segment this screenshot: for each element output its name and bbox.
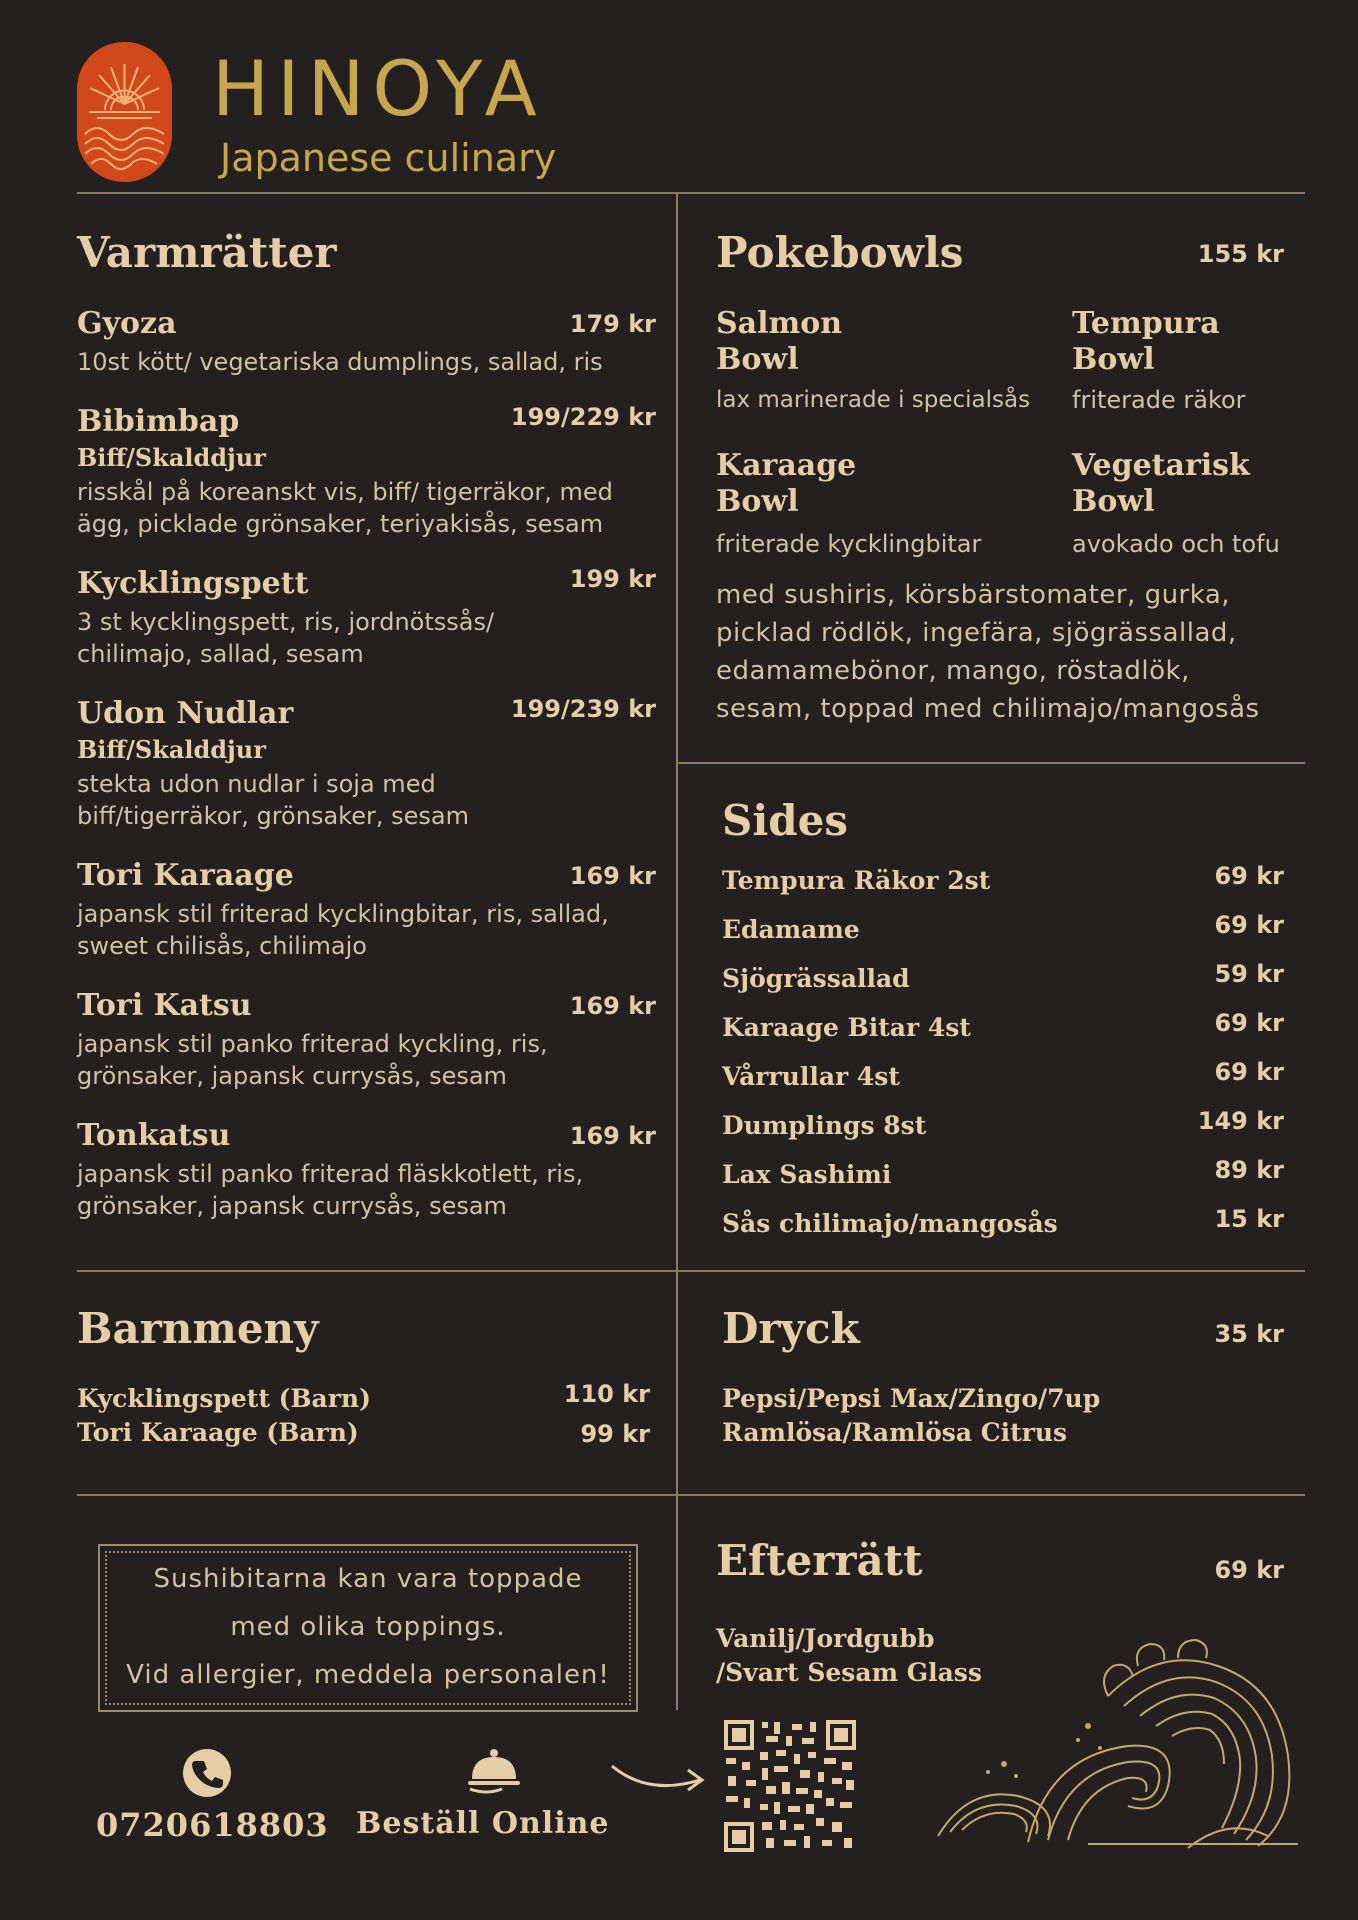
section-title-varmratter: Varmrätter bbox=[77, 228, 337, 277]
wave-illustration bbox=[928, 1636, 1306, 1856]
dryck-line: Pepsi/Pepsi Max/Zingo/7up bbox=[722, 1384, 1101, 1413]
middle-divider bbox=[77, 1270, 1305, 1272]
arrow-icon bbox=[608, 1752, 708, 1802]
bowl-name: Vegetarisk bbox=[1072, 448, 1250, 483]
column-divider bbox=[676, 192, 678, 1710]
bowl-name: Bowl bbox=[716, 484, 799, 519]
extras-line: picklad rödlök, ingefära, sjögrässallad, bbox=[716, 618, 1237, 648]
side-price: 89 kr bbox=[1214, 1156, 1284, 1184]
bowl-name: Bowl bbox=[1072, 484, 1155, 519]
item-description: 10st kött/ vegetariska dumplings, sallad, ris bbox=[77, 348, 603, 376]
side-name: Edamame bbox=[722, 915, 860, 944]
side-price: 69 kr bbox=[1214, 911, 1284, 939]
brand-name: HINOYA bbox=[212, 44, 545, 133]
item-description: chilimajo, sallad, sesam bbox=[77, 640, 364, 668]
pokebowls-price: 155 kr bbox=[1197, 240, 1284, 268]
efterratt-line: /Svart Sesam Glass bbox=[716, 1658, 982, 1687]
kids-item-price: 99 kr bbox=[580, 1420, 650, 1448]
item-description: 3 st kycklingspett, ris, jordnötssås/ bbox=[77, 608, 495, 636]
side-name: Tempura Räkor 2st bbox=[722, 866, 991, 895]
item-variant: Biff/Skalddjur bbox=[77, 443, 266, 472]
item-description: japansk stil panko friterad fläskkotlett, ris, bbox=[77, 1160, 584, 1188]
bowl-name: Bowl bbox=[1072, 342, 1155, 377]
notice-line: Vid allergier, meddela personalen! bbox=[126, 1660, 610, 1690]
item-description: biff/tigerräkor, grönsaker, sesam bbox=[77, 802, 469, 830]
food-cloche-icon bbox=[466, 1745, 522, 1795]
side-price: 59 kr bbox=[1214, 960, 1284, 988]
item-price: 169 kr bbox=[569, 1122, 656, 1150]
item-name: Bibimbap bbox=[77, 404, 240, 439]
item-price: 179 kr bbox=[569, 310, 656, 338]
item-description: risskål på koreanskt vis, biff/ tigerräkor, med bbox=[77, 478, 613, 506]
section-title-pokebowls: Pokebowls bbox=[716, 228, 964, 277]
side-price: 15 kr bbox=[1214, 1205, 1284, 1233]
item-price: 199 kr bbox=[569, 565, 656, 593]
item-description: grönsaker, japansk currysås, sesam bbox=[77, 1192, 507, 1220]
efterratt-line: Vanilj/Jordgubb bbox=[716, 1624, 935, 1653]
lower-divider bbox=[77, 1494, 1305, 1496]
bowl-name: Salmon bbox=[716, 306, 843, 341]
section-title-barnmeny: Barnmeny bbox=[77, 1304, 319, 1353]
side-price: 69 kr bbox=[1214, 1009, 1284, 1037]
item-variant: Biff/Skalddjur bbox=[77, 735, 266, 764]
item-name: Tori Karaage bbox=[77, 858, 294, 893]
extras-line: sesam, toppad med chilimajo/mangosås bbox=[716, 694, 1260, 724]
order-online-link[interactable]: Beställ Online bbox=[356, 1806, 610, 1841]
item-name: Gyoza bbox=[77, 306, 177, 341]
item-description: sweet chilisås, chilimajo bbox=[77, 932, 367, 960]
item-name: Udon Nudlar bbox=[77, 696, 294, 731]
item-description: grönsaker, japansk currysås, sesam bbox=[77, 1062, 507, 1090]
bowl-name: Tempura bbox=[1072, 306, 1220, 341]
item-name: Tori Katsu bbox=[77, 988, 252, 1023]
efterratt-price: 69 kr bbox=[1214, 1556, 1284, 1584]
section-title-efterratt: Efterrätt bbox=[716, 1536, 923, 1585]
bowl-description: friterade kycklingbitar bbox=[716, 530, 982, 558]
pokebowls-sides-divider bbox=[677, 762, 1305, 764]
kids-item-name: Tori Karaage (Barn) bbox=[77, 1418, 359, 1447]
notice-line: Sushibitarna kan vara toppade bbox=[153, 1564, 583, 1594]
header-divider bbox=[77, 192, 1305, 194]
brand-tagline: Japanese culinary bbox=[220, 136, 557, 180]
item-description: japansk stil friterad kycklingbitar, ris, sallad, bbox=[77, 900, 609, 928]
section-title-sides: Sides bbox=[722, 796, 849, 845]
bowl-description: lax marinerade i specialsås bbox=[716, 387, 1031, 413]
side-name: Dumplings 8st bbox=[722, 1111, 927, 1140]
notice-line: med olika toppings. bbox=[230, 1612, 506, 1642]
item-price: 199/229 kr bbox=[510, 403, 656, 431]
dryck-line: Ramlösa/Ramlösa Citrus bbox=[722, 1418, 1068, 1447]
extras-line: edamamebönor, mango, röstadlök, bbox=[716, 656, 1190, 686]
section-title-dryck: Dryck bbox=[722, 1304, 860, 1353]
phone-number[interactable]: 0720618803 bbox=[96, 1806, 329, 1844]
side-name: Sås chilimajo/mangosås bbox=[722, 1209, 1058, 1238]
side-name: Lax Sashimi bbox=[722, 1160, 892, 1189]
extras-line: med sushiris, körsbärstomater, gurka, bbox=[716, 580, 1231, 610]
bowl-description: avokado och tofu bbox=[1072, 530, 1280, 558]
side-price: 69 kr bbox=[1214, 1058, 1284, 1086]
phone-icon bbox=[182, 1748, 232, 1798]
dryck-price: 35 kr bbox=[1214, 1320, 1284, 1348]
side-name: Karaage Bitar 4st bbox=[722, 1013, 971, 1042]
kids-item-name: Kycklingspett (Barn) bbox=[77, 1384, 371, 1413]
logo-emblem bbox=[77, 42, 172, 182]
kids-item-price: 110 kr bbox=[563, 1380, 650, 1408]
item-description: ägg, picklade grönsaker, teriyakisås, sesam bbox=[77, 510, 604, 538]
side-price: 69 kr bbox=[1214, 862, 1284, 890]
item-description: japansk stil panko friterad kyckling, ris, bbox=[77, 1030, 548, 1058]
bowl-description: friterade räkor bbox=[1072, 386, 1246, 414]
side-name: Sjögrässallad bbox=[722, 964, 910, 993]
side-price: 149 kr bbox=[1197, 1107, 1284, 1135]
item-description: stekta udon nudlar i soja med bbox=[77, 770, 436, 798]
item-name: Kycklingspett bbox=[77, 566, 309, 601]
item-name: Tonkatsu bbox=[77, 1118, 231, 1153]
item-price: 169 kr bbox=[569, 992, 656, 1020]
side-name: Vårrullar 4st bbox=[722, 1062, 900, 1091]
bowl-name: Karaage bbox=[716, 448, 857, 483]
bowl-name: Bowl bbox=[716, 342, 799, 377]
item-price: 169 kr bbox=[569, 862, 656, 890]
qr-code[interactable] bbox=[722, 1718, 858, 1854]
item-price: 199/239 kr bbox=[510, 695, 656, 723]
